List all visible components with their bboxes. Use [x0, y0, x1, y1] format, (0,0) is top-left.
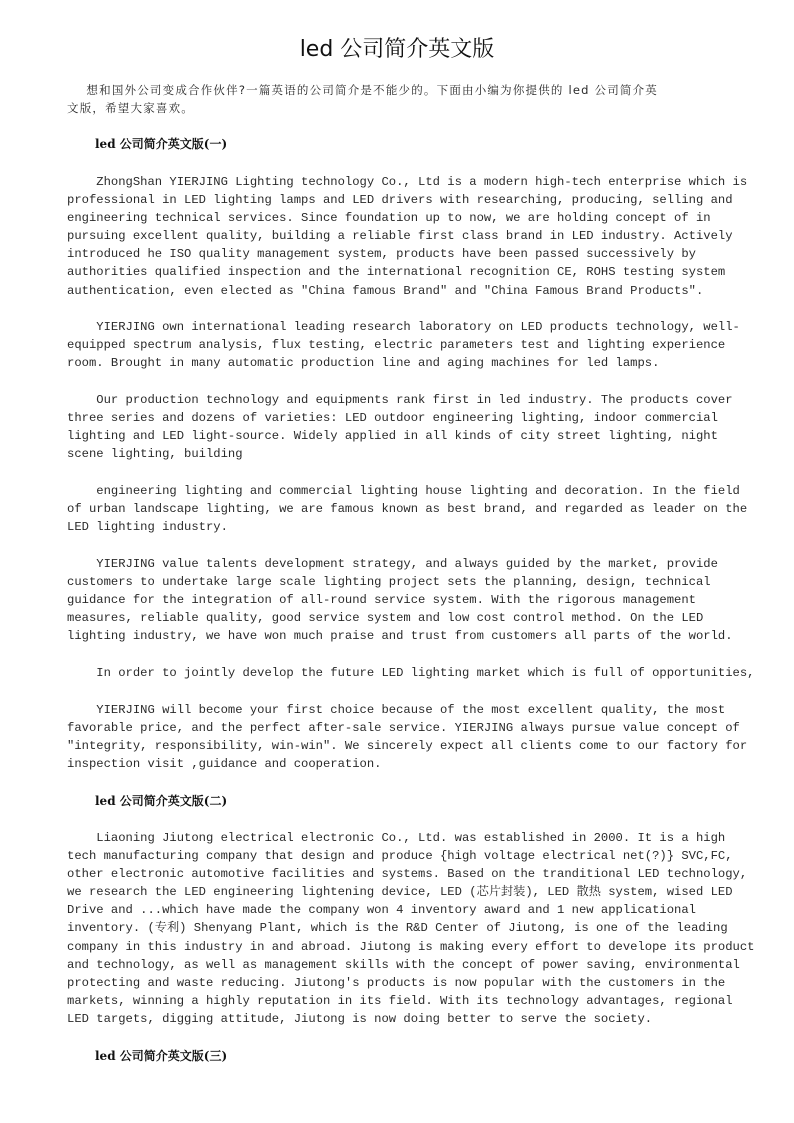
- text-line: Liaoning Jiutong electrical electronic Co., Ltd. was established in 2000. It is a high: [67, 831, 726, 845]
- body-paragraph: [67, 391, 737, 463]
- text-line: professional in LED lighting lamps and LED drivers with researching, producing, selling and: [67, 193, 733, 208]
- text-line: In order to jointly develop the future LED lighting market which is full of opportunities,: [67, 666, 755, 680]
- text-line: LED targets, digging attitude, Jiutong is now doing better to serve the society.: [67, 1011, 653, 1026]
- text-line: company in this industry in and abroad. Jiutong is making every effort to develope its product: [67, 939, 755, 954]
- text-line: YIERJING will become your first choice because of the most excellent quality, the most: [67, 703, 726, 717]
- text-line: equipped spectrum analysis, flux testing, electric parameters test and lighting experience: [67, 338, 726, 353]
- text-line: inventory. (专利) Shenyang Plant, which is the R&D Center of Jiutong, is one of the leading: [67, 921, 728, 936]
- text-line: YIERJING own international leading research laboratory on LED products technology, well-: [67, 320, 740, 334]
- text-line: introduced he ISO quality management system, products have been passed successively by: [67, 247, 696, 262]
- text-line: authorities qualified inspection and the international recognition CE, ROHS testing system: [67, 265, 726, 280]
- text-line: favorable price, and the perfect after-sale service. YIERJING always pursue value concept of: [67, 721, 740, 736]
- text-line: Drive and ...which have made the company won 4 inventory award and 1 new applicational: [67, 903, 696, 918]
- text-line: engineering technical services. Since foundation up to now, we are holding concept of in: [67, 211, 711, 226]
- text-line: tech manufacturing company that design and produce {high voltage electrical net(?)} SVC,FC,: [67, 849, 733, 864]
- body-paragraph: [67, 318, 740, 372]
- body-paragraph: [67, 482, 748, 536]
- text-line: we research the LED engineering lightening device, LED (芯片封装), LED 散热 system, wised LED: [67, 885, 733, 900]
- text-line: pursuing excellent quality, building a reliable first class brand in LED industry. Actively: [67, 229, 733, 244]
- text-line: markets, winning a highly reputation in its field. With its technology advantages, regional: [67, 993, 733, 1008]
- body-paragraph: [67, 555, 737, 645]
- text-line: measures, reliable quality, good service system and low cost control method. On the LED: [67, 611, 704, 626]
- text-line: other electronic automotive facilities and systems. Based on the tranditional LED technology,: [67, 867, 748, 882]
- text-line: scene lighting, building: [67, 447, 243, 462]
- text-line: guidance for the integration of all-round service system. With the rigorous management: [67, 593, 696, 608]
- text-line: lighting and LED light-source. Widely applied in all kinds of city street lighting, night: [67, 429, 718, 444]
- text-line: of urban landscape lighting, we are famous known as best brand, and regarded as leader on the: [67, 502, 748, 517]
- intro-paragraph: [67, 81, 737, 117]
- body-paragraph: [67, 173, 748, 300]
- text-line: three series and dozens of varieties: LED outdoor engineering lighting, indoor commercial: [67, 411, 718, 426]
- text-line: LED lighting industry.: [67, 520, 228, 535]
- text-line: 想和国外公司变成合作伙伴?一篇英语的公司简介是不能少的。下面由小编为你提供的 led 公司简介英: [67, 83, 659, 97]
- text-line: inspection visit ,guidance and cooperation.: [67, 757, 382, 772]
- text-line: customers to undertake large scale lighting project sets the planning, design, technical: [67, 575, 711, 590]
- text-line: YIERJING value talents development strategy, and always guided by the market, provide: [67, 557, 718, 571]
- text-line: authentication, even elected as "China famous Brand" and "China Famous Brand Products".: [67, 283, 704, 298]
- body-paragraph: [67, 701, 748, 773]
- section-heading-2: led 公司简介英文版(二): [95, 794, 228, 808]
- document-title: led 公司简介英文版: [299, 37, 495, 62]
- body-paragraph: [67, 829, 755, 1028]
- text-line: lighting industry, we have won much praise and trust from customers all parts of the world.: [67, 629, 733, 644]
- body-paragraph: [67, 664, 755, 682]
- section-heading-1: led 公司简介英文版(一): [95, 137, 228, 151]
- text-line: Our production technology and equipments rank first in led industry. The products cover: [67, 393, 733, 407]
- text-line: room. Brought in many automatic production line and aging machines for led lamps.: [67, 356, 660, 371]
- text-line: and technology, as well as management skills with the concept of power saving, environmental: [67, 957, 740, 972]
- text-line: ZhongShan YIERJING Lighting technology Co., Ltd is a modern high-tech enterprise which is: [67, 175, 748, 189]
- section-heading-3: led 公司简介英文版(三): [95, 1049, 228, 1063]
- text-line: 文版，希望大家喜欢。: [67, 101, 194, 116]
- text-line: engineering lighting and commercial lighting house lighting and decoration. In the field: [67, 484, 740, 498]
- text-line: "integrity, responsibility, win-win". We sincerely expect all clients come to our factory for: [67, 739, 748, 754]
- text-line: protecting and waste reducing. Jiutong's products is now popular with the customers in the: [67, 975, 726, 990]
